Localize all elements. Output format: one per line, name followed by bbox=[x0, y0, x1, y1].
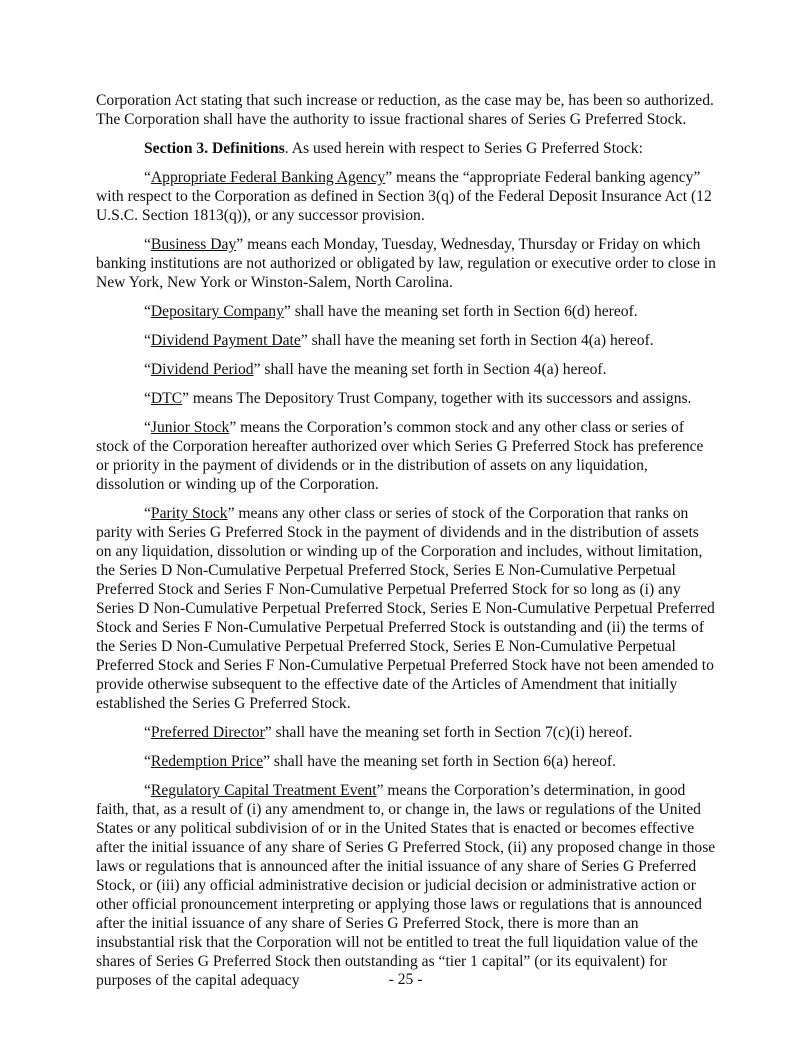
definition-text: ” means the Corporation’s determination, in good faith, that, as a result of (i) any amendment to, or change in, the laws or regulations of the United States or any political subdivision of or in the United States that is enacted or becomes effective after the initial issuance of any share of Series G Preferred Stock, (ii) any proposed change in those laws or regulations that is announced after the initial issuance of any share of Series G Preferred Stock, or (iii) any official administrative decision or judicial decision or administrative action or other official pronouncement interpreting or applying those laws or regulations that is announced after the initial issuance of any share of Series G Preferred Stock, there is more than an insubstantial risk that the Corporation will not be entitled to treat the full liquidation value of the shares of Series G Preferred Stock then outstanding as “tier 1 capital” (or its equivalent) for purposes of the capital adequacy bbox=[96, 782, 716, 989]
definition-text: ” shall have the meaning set forth in Section 6(a) hereof. bbox=[263, 753, 616, 770]
definition-text: ” shall have the meaning set forth in Section 4(a) hereof. bbox=[300, 332, 654, 349]
defined-term: Dividend Payment Date bbox=[150, 332, 301, 349]
open-quote: “ bbox=[144, 236, 151, 253]
definition-text: ” means the Corporation’s common stock and any other class or series of stock of the Corporation hereafter authorized over which Series G Preferred Stock has preference or priority in the payment of dividends or in the distribution of assets on any liquidation, dissolution or winding up of the Corporation. bbox=[96, 419, 704, 493]
definition-text: ” means each Monday, Tuesday, Wednesday, Thursday or Friday on which banking institutions are not authorized or obligated by law, regulation or executive order to close in New York, New York or Winston-Salem, North Carolina. bbox=[96, 236, 716, 291]
defined-term: Appropriate Federal Banking Agency bbox=[150, 169, 386, 186]
defined-term: Preferred Director bbox=[150, 724, 265, 741]
definition-paragraph bbox=[96, 302, 716, 321]
definition-paragraph bbox=[96, 360, 716, 379]
document-page bbox=[96, 91, 716, 1000]
intro-paragraph: Corporation Act stating that such increase or reduction, as the case may be, has been so authorized. The Corporation shall have the authority to issue fractional shares of Series G Preferred Stock. bbox=[96, 92, 714, 128]
open-quote: “ bbox=[144, 753, 151, 770]
defined-term: Depositary Company bbox=[150, 303, 284, 320]
open-quote: “ bbox=[144, 169, 151, 186]
definitions-list bbox=[96, 168, 716, 990]
open-quote: “ bbox=[144, 782, 151, 799]
defined-term: Regulatory Capital Treatment Event bbox=[150, 782, 377, 799]
definition-paragraph bbox=[96, 781, 716, 990]
open-quote: “ bbox=[144, 303, 151, 320]
definition-text: ” means the “appropriate Federal banking agency” with respect to the Corporation as defined in Section 3(q) of the Federal Deposit Insurance Act (12 U.S.C. Section 1813(q)), or any successor provision. bbox=[96, 169, 712, 224]
open-quote: “ bbox=[144, 724, 151, 741]
definition-text: ” shall have the meaning set forth in Section 6(d) hereof. bbox=[283, 303, 638, 320]
definition-paragraph bbox=[96, 752, 716, 771]
section-intro-text: . As used herein with respect to Series G Preferred Stock: bbox=[284, 140, 643, 157]
defined-term: Business Day bbox=[150, 236, 237, 253]
definition-paragraph bbox=[96, 389, 716, 408]
defined-term: Dividend Period bbox=[150, 361, 254, 378]
defined-term: Parity Stock bbox=[150, 505, 228, 522]
definition-paragraph bbox=[96, 331, 716, 350]
open-quote: “ bbox=[144, 390, 151, 407]
definition-text: ” shall have the meaning set forth in Section 4(a) hereof. bbox=[253, 361, 607, 378]
defined-term: Junior Stock bbox=[150, 419, 230, 436]
open-quote: “ bbox=[144, 419, 151, 436]
definition-text: ” means any other class or series of stock of the Corporation that ranks on parity with Series G Preferred Stock in the payment of dividends and in the distribution of assets on any liquidation, dissolution or winding up of the Corporation and includes, without limitation, the Series D Non-Cumulative Perpetual Preferred Stock, Series E Non-Cumulative Perpetual Preferred Stock and Series F Non-Cumulative Perpetual Preferred Stock for so long as (i) any Series D Non-Cumulative Perpetual Preferred Stock, Series E Non-Cumulative Perpetual Preferred Stock and Series F Non-Cumulative Perpetual Preferred Stock is outstanding and (ii) the terms of the Series D Non-Cumulative Perpetual Preferred Stock, Series E Non-Cumulative Perpetual Preferred Stock and Series F Non-Cumulative Perpetual Preferred Stock have not been amended to provide otherwise subsequent to the effective date of the Articles of Amendment that initially established the Series G Preferred Stock. bbox=[96, 505, 715, 712]
definition-paragraph bbox=[96, 235, 716, 292]
page-number: - 25 - bbox=[388, 971, 423, 988]
defined-term: Redemption Price bbox=[150, 753, 264, 770]
definition-paragraph bbox=[96, 723, 716, 742]
open-quote: “ bbox=[144, 361, 151, 378]
open-quote: “ bbox=[144, 332, 151, 349]
definition-text: ” means The Depository Trust Company, together with its successors and assigns. bbox=[182, 390, 692, 407]
defined-term: DTC bbox=[150, 390, 183, 407]
section-heading: Section 3. Definitions bbox=[144, 140, 285, 157]
section-heading-paragraph bbox=[96, 139, 716, 158]
definition-paragraph bbox=[96, 168, 716, 225]
open-quote: “ bbox=[144, 505, 151, 522]
definition-paragraph bbox=[96, 504, 716, 713]
definition-text: ” shall have the meaning set forth in Section 7(c)(i) hereof. bbox=[264, 724, 633, 741]
definition-paragraph bbox=[96, 418, 716, 494]
